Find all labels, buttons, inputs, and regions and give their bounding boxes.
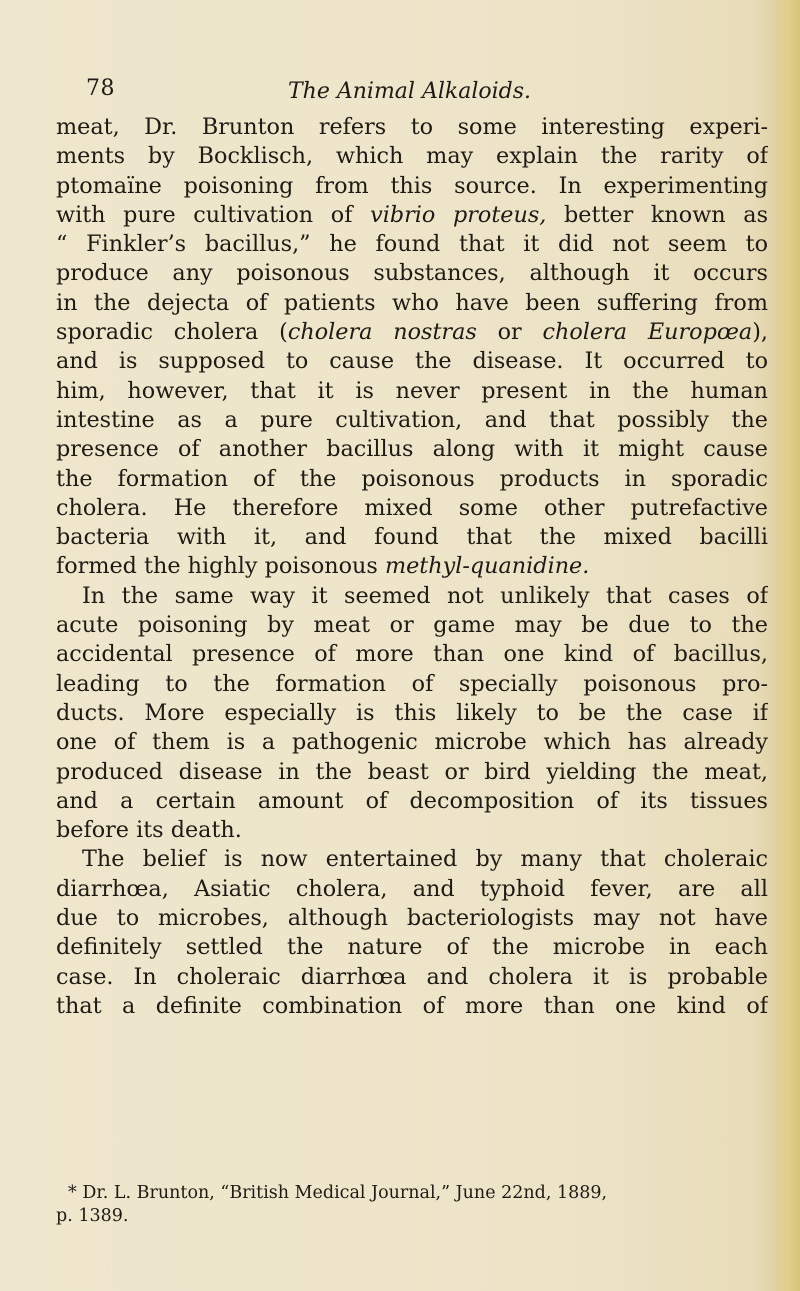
- text-line: before its death.: [56, 817, 242, 844]
- text-line: and a certain amount of decomposition of its tissues: [56, 787, 768, 814]
- text-line: ducts. More especially is this likely to be the case if: [56, 699, 768, 726]
- text-line: leading to the formation of specially poisonous pro-: [56, 670, 768, 697]
- text-line: in the dejecta of patients who have been suffering from: [56, 289, 768, 316]
- text-line: and is supposed to cause the disease. It occurred to: [56, 348, 768, 375]
- running-title: The Animal Alkaloids.: [288, 79, 532, 104]
- italic-term: cholera nostras: [287, 319, 477, 346]
- text-line: ments by Bocklisch, which may explain the rarity of: [56, 143, 768, 170]
- paragraph-start: In the same way it seemed not unlikely that cases of: [82, 582, 768, 609]
- text-line: with pure cultivation of vibrio proteus, better known as: [56, 201, 768, 228]
- text-line: cholera. He therefore mixed some other putrefactive: [56, 494, 768, 521]
- text-line: the formation of the poisonous products in sporadic: [56, 465, 768, 492]
- text-line: produced disease in the beast or bird yielding the meat,: [56, 758, 768, 785]
- text-line: that a definite combination of more than one kind of: [56, 992, 768, 1019]
- text-line: one of them is a pathogenic microbe which has already: [56, 729, 768, 756]
- page-edge-shadow: [772, 0, 800, 1291]
- text-line: sporadic cholera (cholera nostras or cholera Europœa),: [56, 319, 768, 346]
- text-line: meat, Dr. Brunton refers to some interesting experi-: [56, 114, 768, 140]
- body-text: [56, 113, 768, 1021]
- text-line: case. In choleraic diarrhœa and cholera it is probable: [56, 963, 768, 990]
- footnote-line: p. 1389.: [56, 1206, 129, 1226]
- page-header: [0, 76, 800, 110]
- italic-term: cholera Europœa: [542, 319, 753, 346]
- text-line: bacteria with it, and found that the mixed bacilli: [56, 524, 768, 551]
- text-line: ptomaïne poisoning from this source. In experimenting: [56, 172, 768, 199]
- text-line: formed the highly poisonous methyl-quanidine.: [56, 553, 590, 580]
- text-line: presence of another bacillus along with it might cause: [56, 436, 768, 463]
- text-line: him, however, that it is never present in the human: [56, 377, 768, 404]
- paragraph-start: The belief is now entertained by many that choleraic: [82, 846, 768, 873]
- text-line: produce any poisonous substances, although it occurs: [56, 260, 768, 287]
- italic-term: vibrio proteus,: [370, 201, 547, 228]
- text-line: due to microbes, although bacteriologists may not have: [56, 905, 768, 932]
- text-line: intestine as a pure cultivation, and that possibly the: [56, 406, 768, 433]
- text-line: definitely settled the nature of the microbe in each: [56, 934, 768, 961]
- text-line: diarrhœa, Asiatic cholera, and typhoid fever, are all: [56, 875, 768, 902]
- text-line: accidental presence of more than one kind of bacillus,: [56, 641, 768, 668]
- page-number: 78: [86, 76, 115, 101]
- text-line: “ Finkler’s bacillus,” he found that it did not seem to: [56, 231, 768, 258]
- footnote: [56, 1182, 768, 1228]
- text-line: acute poisoning by meat or game may be due to the: [56, 612, 768, 639]
- italic-term: methyl-quanidine.: [384, 553, 590, 580]
- footnote-line: * Dr. L. Brunton, “British Medical Journal,” June 22nd, 1889,: [68, 1183, 608, 1203]
